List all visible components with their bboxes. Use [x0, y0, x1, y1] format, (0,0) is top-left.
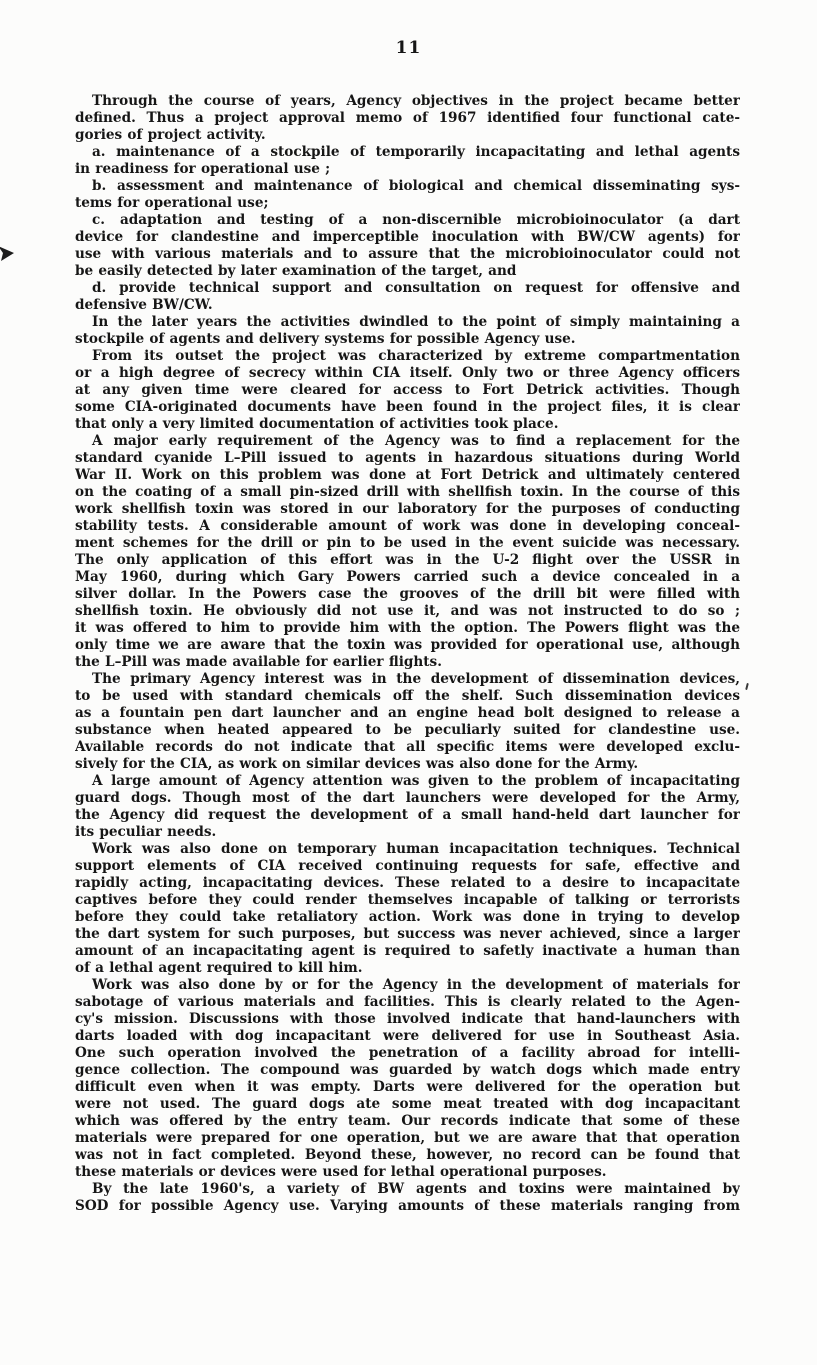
text-line: at any given time were cleared for access to Fort Detrick activities. Though [75, 382, 740, 398]
text-line: ment schemes for the drill or pin to be used in the event suicide was necessary. [75, 535, 740, 551]
text-line: Through the course of years, Agency objectives in the project became better [92, 93, 740, 109]
text-line: device for clandestine and imperceptible inoculation with BW/CW agents) for [75, 229, 740, 245]
text-line: its peculiar needs. [75, 824, 217, 840]
text-line: gence collection. The compound was guarded by watch dogs which made entry [75, 1062, 740, 1078]
text-line: work shellfish toxin was stored in our laboratory for the purposes of conducting [75, 501, 740, 517]
text-line: only time we are aware that the toxin was provided for operational use, although [75, 637, 740, 653]
text-line: these materials or devices were used for lethal operational purposes. [75, 1164, 607, 1180]
text-line: amount of an incapacitating agent is required to safetly inactivate a human than [75, 943, 740, 959]
text-line: be easily detected by later examination of the target, and [75, 263, 517, 279]
text-line: cy's mission. Discussions with those involved indicate that hand-launchers with [75, 1011, 740, 1027]
text-line: was not in fact completed. Beyond these, however, no record can be found that [75, 1147, 740, 1163]
text-line: use with various materials and to assure that the microbioinoculator could not [75, 246, 740, 262]
text-line: sively for the CIA, as work on similar devices was also done for the Army. [75, 756, 639, 772]
text-line: substance when heated appeared to be peculiarly suited for clandestine use. [75, 722, 740, 738]
text-line: d. provide technical support and consultation on request for offensive and [92, 280, 740, 296]
text-line: War II. Work on this problem was done at Fort Detrick and ultimately centered [75, 467, 740, 483]
text-line: May 1960, during which Gary Powers carried such a device concealed in a [75, 569, 740, 585]
text-line: In the later years the activities dwindled to the point of simply maintaining a [92, 314, 740, 330]
text-line: some CIA-originated documents have been found in the project files, it is clear [75, 399, 740, 415]
page-text [75, 93, 740, 1215]
scan-artifact-mark [745, 683, 749, 690]
text-line: the Agency did request the development of a small hand-held dart launcher for [75, 807, 740, 823]
text-line: From its outset the project was characterized by extreme compartmentation [92, 348, 740, 364]
text-line: that only a very limited documentation of activities took place. [75, 416, 559, 432]
text-line: c. adaptation and testing of a non-discernible microbioinoculator (a dart [92, 212, 740, 228]
text-line: or a high degree of secrecy within CIA itself. Only two or three Agency officers [75, 365, 740, 381]
text-line: were not used. The guard dogs ate some meat treated with dog incapacitant [75, 1096, 740, 1112]
text-line: stockpile of agents and delivery systems for possible Agency use. [75, 331, 576, 347]
text-line: materials were prepared for one operation, but we are aware that that operation [75, 1130, 740, 1146]
text-line: defined. Thus a project approval memo of 1967 identified four functional cate- [75, 110, 740, 126]
text-line: as a fountain pen dart launcher and an engine head bolt designed to release a [75, 705, 740, 721]
text-line: The only application of this effort was in the U-2 flight over the USSR in [75, 552, 740, 568]
text-line: the L–Pill was made available for earlier flights. [75, 654, 442, 670]
text-line: in readiness for operational use ; [75, 161, 331, 177]
text-line: a. maintenance of a stockpile of temporarily incapacitating and lethal agents [92, 144, 740, 160]
text-line: support elements of CIA received continuing requests for safe, effective and [75, 858, 740, 874]
text-line: which was offered by the entry team. Our records indicate that some of these [75, 1113, 740, 1129]
text-line: gories of project activity. [75, 127, 266, 143]
text-line: defensive BW/CW. [75, 297, 213, 313]
text-line: One such operation involved the penetration of a facility abroad for intelli- [75, 1045, 740, 1061]
text-line: rapidly acting, incapacitating devices. These related to a desire to incapacitate [75, 875, 740, 891]
text-line: Work was also done by or for the Agency in the development of materials for [92, 977, 740, 993]
text-line: darts loaded with dog incapacitant were delivered for use in Southeast Asia. [75, 1028, 740, 1044]
text-line: on the coating of a small pin-sized drill with shellfish toxin. In the course of this [75, 484, 740, 500]
text-line: difficult even when it was empty. Darts were delivered for the operation but [75, 1079, 740, 1095]
text-line: captives before they could render themselves incapable of talking or terrorists [75, 892, 740, 908]
text-line: The primary Agency interest was in the development of dissemination devices, [92, 671, 740, 687]
text-line: shellfish toxin. He obviously did not use it, and was not instructed to do so ; [75, 603, 740, 619]
text-line: the dart system for such purposes, but success was never achieved, since a larger [75, 926, 740, 942]
text-line: tems for operational use; [75, 195, 269, 211]
text-line: SOD for possible Agency use. Varying amounts of these materials ranging from [75, 1198, 740, 1214]
text-line: A major early requirement of the Agency was to find a replacement for the [92, 433, 740, 449]
text-line: stability tests. A considerable amount of work was done in developing conceal- [75, 518, 740, 534]
text-line: it was offered to him to provide him with the option. The Powers flight was the [75, 620, 740, 636]
text-line: before they could take retaliatory action. Work was done in trying to develop [75, 909, 740, 925]
text-line: By the late 1960's, a variety of BW agents and toxins were maintained by [92, 1181, 740, 1197]
text-line: A large amount of Agency attention was given to the problem of incapacitating [92, 773, 740, 789]
text-line: Work was also done on temporary human incapacitation techniques. Technical [92, 841, 740, 857]
text-line: sabotage of various materials and facilities. This is clearly related to the Agen- [75, 994, 740, 1010]
text-line: to be used with standard chemicals off the shelf. Such dissemination devices [75, 688, 740, 704]
text-line: Available records do not indicate that all specific items were developed exclu- [75, 739, 740, 755]
page-number: 11 [395, 38, 422, 58]
margin-arrow-mark [0, 244, 16, 264]
text-line: silver dollar. In the Powers case the grooves of the drill bit were filled with [75, 586, 740, 602]
text-line: standard cyanide L–Pill issued to agents in hazardous situations during World [75, 450, 740, 466]
text-line: b. assessment and maintenance of biological and chemical disseminating sys- [92, 178, 740, 194]
text-line: guard dogs. Though most of the dart launchers were developed for the Army, [75, 790, 740, 806]
text-line: of a lethal agent required to kill him. [75, 960, 363, 976]
